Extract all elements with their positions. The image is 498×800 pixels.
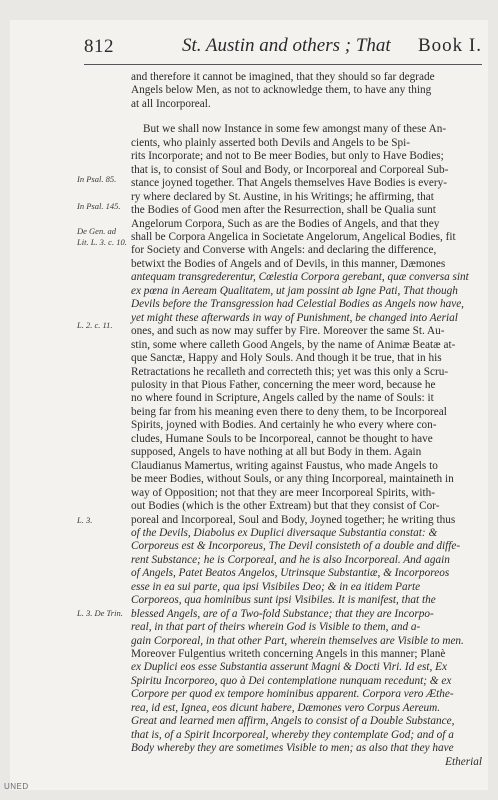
text-line: Body whereby they are sometimes Visible to men; as also that they have xyxy=(131,742,454,755)
text-line: being far from his meaning even there to deny them, to be Incorporeal xyxy=(131,405,447,418)
text-line: Angelorum Corpora, Such as are the Bodies of Angels, and that they xyxy=(131,217,440,230)
text-line: at all Incorporeal. xyxy=(131,97,211,110)
text-line: Devils before the Transgression had Celestial Bodies as Angels now have, xyxy=(131,298,464,311)
text-line: poreal and Incorporeal, Soul and Body, Joyned together; he writing thus xyxy=(131,513,456,526)
book-label: Book I. xyxy=(418,35,482,56)
text-line: pulosity in that Pious Father, concerning the meer word, because he xyxy=(131,378,436,391)
margin-note: L. 2. c. 11. xyxy=(77,320,113,330)
text-line: cients, who plainly asserted both Devils and Angels to be Spi- xyxy=(131,136,411,149)
body-text xyxy=(131,71,488,769)
text-line: Moreover Fulgentius writeth concerning Angels in this manner; Planè xyxy=(131,648,446,661)
margin-note: In Psal. 85. xyxy=(77,174,117,184)
text-line: be meer Bodies, without Souls, or any thing Incorporeal, maintaineth in xyxy=(131,473,454,486)
text-line: blessed Angels, are of a Two-fold Substance; that they are Incorpo- xyxy=(131,607,434,620)
text-line: Angels below Men, as not to acknowledge them, to have any thing xyxy=(131,84,432,97)
page-number: 812 xyxy=(84,36,114,57)
text-line: Corporeus est & Incorporeus, The Devil consisteth of a double and diffe- xyxy=(131,540,461,553)
text-line: gain Corporeal, in that other Part, wherein themselves are Visible to men. xyxy=(131,634,464,647)
margin-note: Lit. L. 3. c. 10. xyxy=(77,237,127,247)
text-line: betwixt the Bodies of Angels and of Devils, in this manner, Dæmones xyxy=(131,257,446,270)
paragraph xyxy=(131,71,488,111)
text-line: that is, of a Spirit Incorporeal, whereby they contemplate God; and of a xyxy=(131,728,454,741)
page-header xyxy=(84,30,482,65)
library-stamp: UNED xyxy=(4,782,29,791)
text-line: shall be Corpora Angelica in Societate Angelorum, Angelical Bodies, fit xyxy=(131,230,456,243)
text-line: rent Substance; he is Corporeal, and he is also Incorporeal. And again xyxy=(131,553,450,566)
text-line: ones, and such as now may suffer by Fire. Moreover the same St. Au- xyxy=(131,325,445,338)
text-line: rea, id est, Ignea, eos dicunt habere, Dæmones vero Corpus Aereum. xyxy=(131,701,441,714)
text-line: Retractations he recalleth and correcteth this; yet was this only a Scru- xyxy=(131,365,449,378)
text-line: that is, to consist of Soul and Body, or Incorporeal and Corporeal Sub- xyxy=(131,163,449,176)
running-title: St. Austin and others ; That xyxy=(182,35,391,56)
text-line: esse in ea sui parte, qua ipsi Visibiles Deo; & in ea itidem Parte xyxy=(131,580,421,593)
text-line: no where found in Scripture, Angels called by the name of Souls: it xyxy=(131,392,434,405)
text-line: que Sanctæ, Happy and Holy Souls. And though it be true, that in his xyxy=(131,352,442,365)
text-line: the Bodies of Good men after the Resurrection, shall be Qualia sunt xyxy=(131,204,436,217)
text-line: ex pœna in Aeream Qualitatem, ut jam possint ab Igne Pati, That though xyxy=(131,284,458,297)
margin-note: L. 3. xyxy=(77,515,93,525)
text-line: antequam transgrederentur, Cœlestia Corpora gerebant, quæ conversa sint xyxy=(131,271,469,284)
text-line: way of Opposition; not that they are meer Incorporeal Spirits, with- xyxy=(131,486,435,499)
paragraph xyxy=(131,123,488,769)
text-line: rits Incorporate; and not to Be meer Bodies, but only to Have Bodies; xyxy=(131,150,444,163)
text-line: real, in that part of theirs wherein God is Visible to them, and a- xyxy=(131,621,421,634)
text-line: ex Duplici eos esse Substantia asserunt Magni & Docti Viri. Id est, Ex xyxy=(131,661,447,674)
text-line: Claudianus Mamertus, writing against Faustus, who made Angels to xyxy=(131,459,438,472)
catchword: Etherial xyxy=(445,755,482,768)
text-line: of Angels, Patet Beatos Angelos, Utrinsque Substantiæ, & Incorporeos xyxy=(131,567,450,580)
text-line: out Bodies (which is the other Extream) but that they consist of Cor- xyxy=(131,500,440,513)
text-line: supposed, Angels to have nothing at all but Body in them. Again xyxy=(131,446,422,459)
text-line: stin, some where calleth Good Angels, by the name of Animæ Beatæ at- xyxy=(131,338,456,351)
text-line: But we shall now Instance in some few amongst many of these An- xyxy=(143,123,447,136)
text-line: of the Devils, Diabolus ex Duplici diversaque Substantia constat: & xyxy=(131,526,438,539)
margin-note: L. 3. De Trin. xyxy=(77,608,123,618)
text-line: Spirits, joyned with Bodies. And certainly he who every where con- xyxy=(131,419,437,432)
text-line: Corpore per quod ex tempore hominibus apparent. Corpora vero Æthe- xyxy=(131,688,454,701)
text-line: for Society and Converse with Angels: and declaring the difference, xyxy=(131,244,437,257)
text-line: and therefore it cannot be imagined, that they should so far degrade xyxy=(131,71,435,83)
text-line: Corporeos, qua hominibus sunt ipsi Visibiles. It is manifest, that the xyxy=(131,594,436,607)
text-line: ry where declared by St. Austine, in his Writings; he affirming, that xyxy=(131,190,434,203)
text-line: Great and learned men affirm, Angels to consist of a Double Substance, xyxy=(131,715,455,728)
text-line: cludes, Humane Souls to be Incorporeal, cannot be thought to have xyxy=(131,432,433,445)
margin-note: In Psal. 145. xyxy=(77,201,121,211)
margin-note: De Gen. ad xyxy=(77,226,116,236)
text-line: Spiritu Incorporeo, quo à Dei contemplatione nunquam recedunt; & ex xyxy=(131,674,452,687)
text-line: yet might these afterwards in way of Punishment, be changed into Aerial xyxy=(131,311,458,324)
text-line: stance joyned together. That Angels themselves Have Bodies is every- xyxy=(131,177,447,190)
